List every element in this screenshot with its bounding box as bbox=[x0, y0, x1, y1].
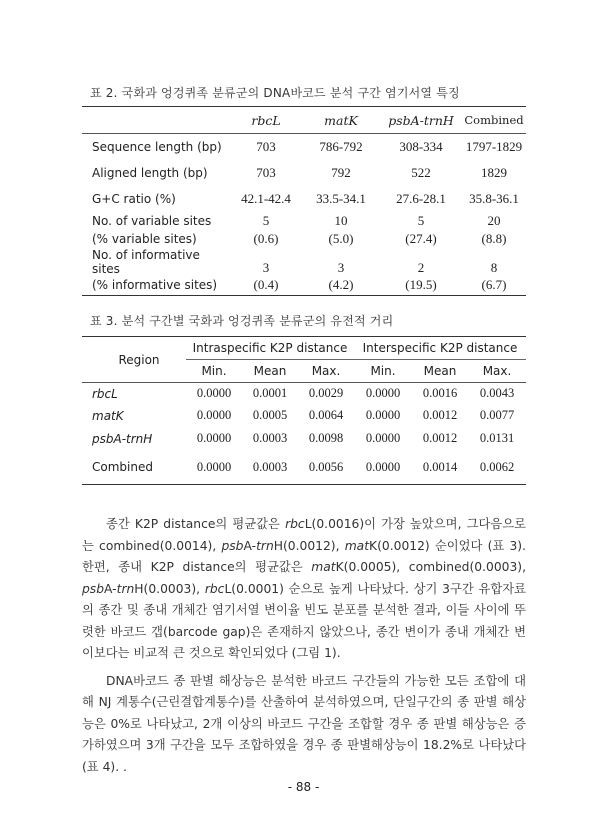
table3-header-row bbox=[82, 337, 526, 360]
region-label: rbcL bbox=[92, 386, 118, 401]
row-sublabel: (% variable sites) bbox=[92, 231, 197, 246]
table-cell: 522 bbox=[411, 164, 431, 180]
col-header-psba-trnh: psbA-trnH bbox=[380, 107, 462, 134]
table-cell: 0.0012 bbox=[422, 408, 458, 422]
table-cell: 1797-1829 bbox=[465, 138, 523, 154]
table2-header-row bbox=[82, 107, 526, 134]
table-row bbox=[82, 248, 526, 276]
region-header: Region bbox=[82, 337, 186, 383]
table-cell: 0.0098 bbox=[308, 431, 344, 445]
col-header-matk: matK bbox=[302, 107, 380, 134]
subheader-max: Max. bbox=[298, 360, 354, 383]
table-cell: 0.0000 bbox=[186, 451, 242, 485]
table-cell: 42.1-42.4 bbox=[241, 190, 291, 206]
table-cell: (19.5) bbox=[380, 276, 462, 296]
table-cell: 0.0062 bbox=[468, 451, 526, 485]
table-cell: (4.2) bbox=[302, 276, 380, 296]
table-cell: 27.6-28.1 bbox=[396, 190, 446, 206]
table-cell: 0.0029 bbox=[308, 386, 344, 401]
table-cell: 8 bbox=[490, 259, 498, 275]
table-cell: 2 bbox=[417, 259, 425, 275]
row-label: Aligned length (bp) bbox=[92, 165, 208, 180]
table-cell: 1829 bbox=[481, 164, 507, 180]
table-cell: 0.0003 bbox=[242, 451, 298, 485]
table-cell: (6.7) bbox=[462, 276, 526, 296]
subheader-max: Max. bbox=[468, 360, 526, 383]
table-cell: 33.5-34.1 bbox=[316, 190, 366, 206]
table-cell: (0.4) bbox=[230, 276, 302, 296]
page-number: - 88 - bbox=[287, 780, 320, 794]
table3-caption: 표 3. 분석 구간별 국화과 엉겅퀴족 분류군의 유전적 거리 bbox=[90, 314, 394, 328]
table-row bbox=[82, 160, 526, 186]
table-row bbox=[82, 186, 526, 212]
table-cell: 0.0003 bbox=[252, 431, 288, 445]
intraspecific-header: Intraspecific K2P distance bbox=[186, 337, 354, 360]
table-cell: 5 bbox=[417, 212, 425, 228]
region-label: Combined bbox=[82, 451, 186, 485]
table2-caption: 표 2. 국화과 엉겅퀴족 분류군의 DNA바코드 분석 구간 염기서열 특징 bbox=[90, 86, 460, 100]
table-cell: 0.0000 bbox=[196, 431, 232, 445]
table-row bbox=[82, 276, 526, 296]
table-cell: 0.0000 bbox=[196, 386, 232, 401]
row-label: No. of variable sites bbox=[92, 213, 212, 228]
col-header-combined: Combined bbox=[462, 107, 526, 134]
table-cell: (5.0) bbox=[328, 230, 354, 246]
row-label: G+C ratio (%) bbox=[92, 191, 176, 206]
region-label: matK bbox=[92, 408, 124, 423]
table-cell: 3 bbox=[337, 259, 345, 275]
body-text bbox=[82, 514, 526, 778]
table-cell: 0.0016 bbox=[422, 386, 458, 401]
table-cell: (0.6) bbox=[253, 230, 279, 246]
table-cell: 703 bbox=[256, 138, 276, 154]
table-cell: 0.0012 bbox=[422, 431, 458, 445]
table-cell: (27.4) bbox=[405, 230, 437, 246]
interspecific-header: Interspecific K2P distance bbox=[354, 337, 526, 360]
subheader-min: Min. bbox=[354, 360, 412, 383]
table-cell: 792 bbox=[331, 164, 351, 180]
table-cell: 0.0000 bbox=[365, 386, 401, 401]
col-header-rbcl: rbcL bbox=[230, 107, 302, 134]
table-cell: 0.0001 bbox=[252, 386, 288, 401]
table-cell: 0.0056 bbox=[298, 451, 354, 485]
region-label: psbA-trnH bbox=[92, 431, 153, 446]
table-row bbox=[82, 230, 526, 248]
table-cell: 0.0000 bbox=[365, 431, 401, 445]
table-row bbox=[82, 451, 526, 485]
table-cell: 5 bbox=[262, 212, 270, 228]
table-cell: 20 bbox=[487, 212, 501, 228]
table-cell: 0.0000 bbox=[365, 408, 401, 422]
table-cell: 0.0131 bbox=[479, 431, 515, 445]
subheader-mean: Mean bbox=[242, 360, 298, 383]
paragraph-2: DNA바코드 종 판별 해상능은 분석한 바코드 구간들의 가능한 모든 조합에 대해 NJ 계통수(근린결합계통수)를 산출하여 분석하였으며, 단일구간의 종 판별 해상능은 0%로 나타났고, 2개 이상의 바코드 구간을 조합할 경우 종 판별 해상능은 증가하였으며 3개 구간을 모두 조합하였을 경우 종 판별해상능이 18.2%로 나타났다 (표 4). . bbox=[82, 673, 526, 774]
table-cell: 703 bbox=[256, 164, 276, 180]
table-cell: 10 bbox=[334, 212, 348, 228]
table-cell: 308-334 bbox=[399, 138, 443, 154]
subheader-mean: Mean bbox=[412, 360, 468, 383]
table-cell: 0.0000 bbox=[196, 408, 232, 422]
row-sublabel: (% informative sites) bbox=[82, 276, 230, 296]
table-row bbox=[82, 405, 526, 427]
table-row bbox=[82, 134, 526, 160]
table-cell: 0.0077 bbox=[479, 408, 515, 422]
table-row bbox=[82, 427, 526, 451]
table2 bbox=[82, 106, 526, 296]
paragraph-1: 종간 K2P distance의 평균값은 rbcL(0.0016)이 가장 높았으며, 그다음으로는 combined(0.0014), psbA-trnH(0.0012), matK(0.0012) 순이었다 (표 3). 한편, 종내 K2P distance의 평균값은 matK(0.0005), combined(0.0003), psbA-trnH(0.0003), rbcL(0.0001) 순으로 높게 나타났다. 상기 3구간 유합자료의 종간 및 종내 개체간 염기서열 변이율 빈도 분포를 분석한 결과, 이들 사이에 뚜렷한 바코드 갭(barcode gap)은 존재하지 않았으나, 종간 변이가 종내 개체간 변이보다는 비교적 큰 것으로 확인되었다 (그림 1). bbox=[82, 517, 527, 660]
table-cell: 0.0005 bbox=[252, 408, 288, 422]
row-label: No. of informative sites bbox=[92, 247, 200, 276]
table-cell: 0.0014 bbox=[412, 451, 468, 485]
table-row bbox=[82, 212, 526, 230]
table-cell: 786-792 bbox=[319, 138, 363, 154]
table-cell: 35.8-36.1 bbox=[469, 190, 519, 206]
subheader-min: Min. bbox=[186, 360, 242, 383]
row-label: Sequence length (bp) bbox=[92, 139, 222, 154]
table-cell: (8.8) bbox=[481, 230, 507, 246]
table-cell: 0.0000 bbox=[354, 451, 412, 485]
table-row bbox=[82, 383, 526, 405]
table-cell: 0.0043 bbox=[479, 386, 515, 401]
table-cell: 0.0064 bbox=[308, 408, 344, 422]
table3 bbox=[82, 336, 526, 485]
table-cell: 3 bbox=[262, 259, 270, 275]
